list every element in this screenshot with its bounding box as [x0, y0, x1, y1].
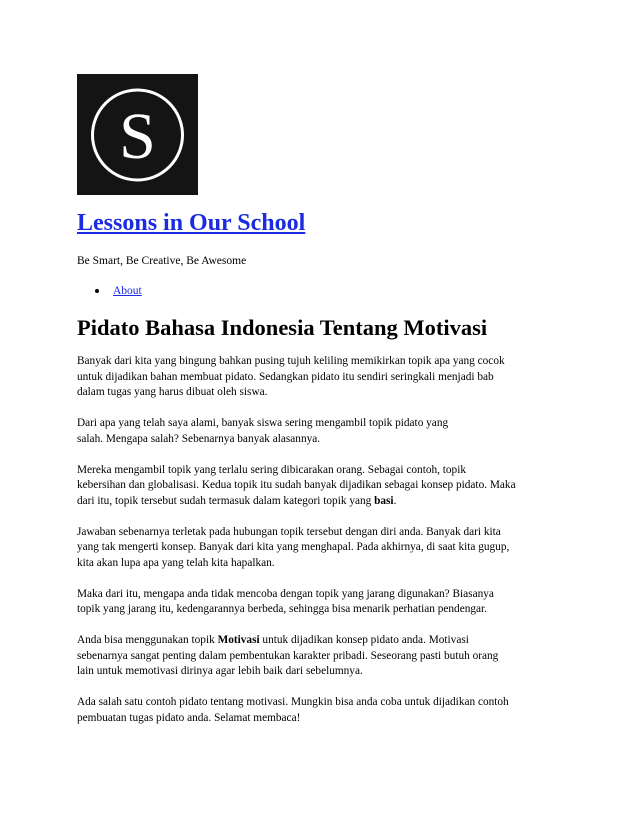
circled-s-logo-icon: [77, 74, 198, 195]
paragraph: Jawaban sebenarnya terletak pada hubungan topik tersebut dengan diri anda. Banyak dari kita yang tak mengerti konsep. Banyak dari kita yang menghapal. Pada akhirnya, di saat kita gugup, kita akan lupa apa yang telah kita hapalkan.: [77, 525, 510, 569]
paragraph: Ada salah satu contoh pidato tentang motivasi. Mungkin bisa anda coba untuk dijadikan contoh pembuatan tugas pidato anda. Selamat membaca!: [77, 696, 509, 724]
site-tagline: Be Smart, Be Creative, Be Awesome: [77, 255, 247, 267]
bold-keyword: Motivasi: [217, 634, 260, 646]
site-title-link[interactable]: Lessons in Our School: [77, 210, 306, 236]
site-logo[interactable]: [77, 74, 198, 195]
paragraph: [77, 416, 567, 447]
paragraph-text: .: [393, 494, 397, 507]
paragraph: Banyak dari kita yang bingung bahkan pusing tujuh keliling memikirkan topik apa yang cocok untuk dijadikan bahan membuat pidato. Sedangkan pidato itu sendiri seringkali menjadi bab dalam tugas yang harus dibuat oleh siswa.: [77, 355, 505, 398]
main-nav: [95, 283, 142, 299]
bullet-icon: [95, 289, 99, 293]
post-title: Pidato Bahasa Indonesia Tentang Motivasi: [77, 315, 488, 340]
bold-keyword: basi: [374, 494, 394, 507]
paragraph-text: Mereka mengambil topik yang terlalu sering dibicarakan orang. Sebagai contoh, topik kebersihan dan globalisasi. Kedua topik itu sudah banyak dijadikan sebagai konsep pidato. Maka dari itu, topik tersebut sudah termasuk dalam kategori topik yang: [77, 463, 516, 507]
nav-link-about[interactable]: About: [113, 285, 142, 297]
site-title: [77, 208, 305, 238]
logo-letter: S: [119, 100, 156, 173]
nav-item-about: [95, 283, 142, 299]
paragraph: Maka dari itu, mengapa anda tidak mencoba dengan topik yang jarang digunakan? Biasanya topik yang jarang itu, kedengarannya berbeda, sehingga bisa menarik perhatian pendengar.: [77, 587, 494, 615]
post-content: [77, 354, 567, 742]
paragraph-text: Anda bisa menggunakan topik: [77, 634, 218, 646]
paragraph-text: Dari apa yang telah saya alami, banyak siswa sering mengambil topik pidato yang salah. Mengapa salah? Sebenarnya banyak alasannya.: [77, 417, 449, 445]
paragraph: [77, 463, 567, 510]
paragraph: [77, 633, 567, 680]
paragraph-text: untuk dijadikan konsep pidato anda. Motivasi sebenarnya sangat penting dalam pembentukan karakter pribadi. Seseorang pasti butuh orang lain untuk memotivasi dirinya agar lebih baik dari sebelumnya.: [77, 634, 499, 677]
